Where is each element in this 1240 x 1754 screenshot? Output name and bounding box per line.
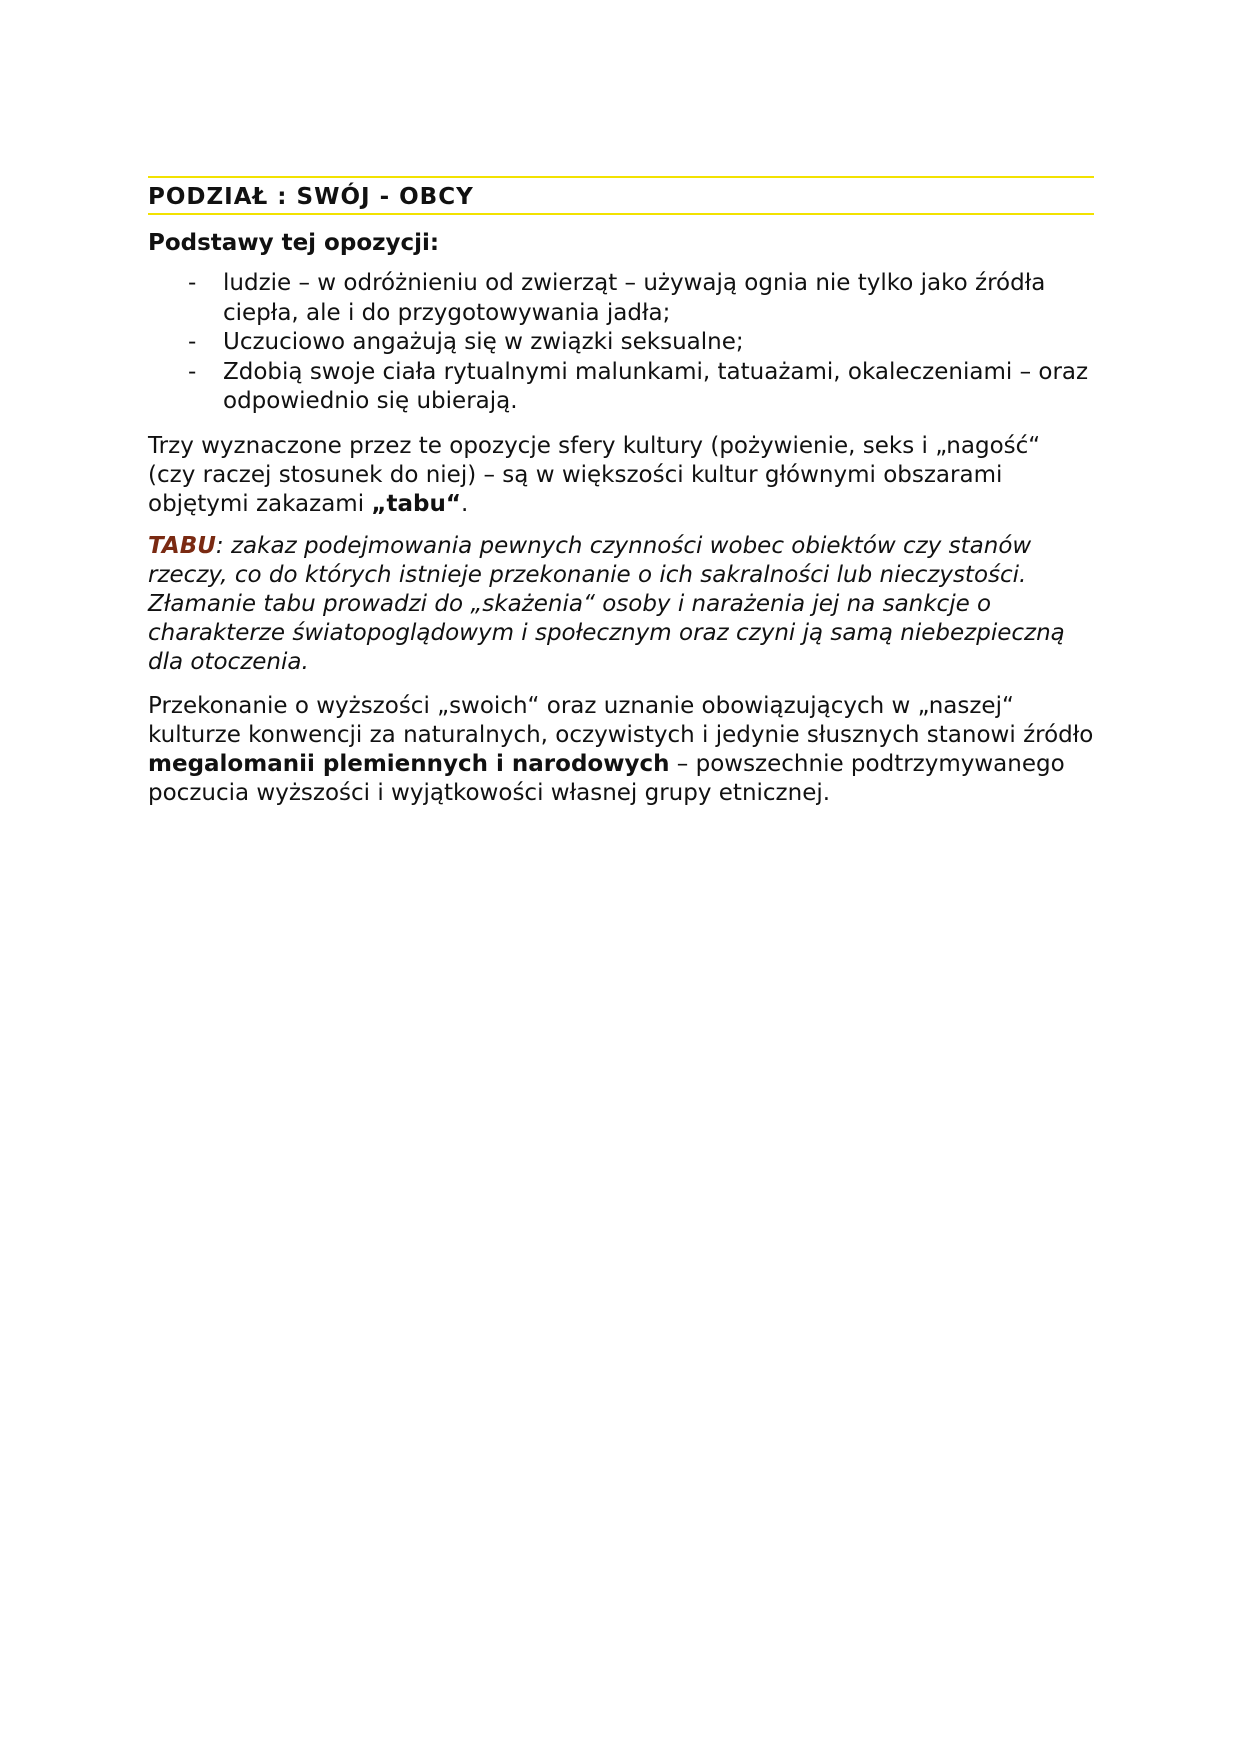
tabu-definition-text: : zakaz podejmowania pewnych czynności wobec obiektów czy stanów rzeczy, co do których istnieje przekonanie o ich sakralności lub nieczystości. Złamanie tabu prowadzi do „skażenia“ osoby i narażenia jej na sankcje o charakterze światopoglądowym i społecznym oraz czyni ją samą niebezpieczną dla otoczenia. [148, 532, 1065, 675]
list-item [148, 358, 1094, 417]
bullet-dash: - [188, 270, 197, 296]
list-item-text: ludzie – w odróżnieniu od zwierząt – używają ognia nie tylko jako źródła ciepła, ale i do przygotowywania jadła; [223, 270, 1046, 326]
megalomania-bold: megalomanii plemiennych i narodowych [148, 750, 670, 777]
paragraph-megalomania [148, 692, 1094, 808]
list-item [148, 269, 1094, 328]
bullet-list [148, 269, 1094, 417]
paragraph-spheres-end: . [461, 490, 469, 517]
tabu-bold: „tabu“ [371, 490, 461, 517]
paragraph-megalomania-before: Przekonanie o wyższości „swoich“ oraz uznanie obowiązujących w „naszej“ kulturze konwencji za naturalnych, oczywistych i jedynie słusznych stanowi źródło [148, 692, 1094, 748]
paragraph-spheres-text: Trzy wyznaczone przez te opozycje sfery kultury (pożywienie, seks i „nagość“ (czy raczej stosunek do niej) – są w większości kultur głównymi obszarami objętymi zakazami [148, 432, 1041, 517]
paragraph-megalomania-after: – powszechnie podtrzymywanego poczucia wyższości i wyjątkowości własnej grupy etnicznej. [148, 750, 1065, 806]
tabu-definition [148, 532, 1094, 677]
list-item-text: Zdobią swoje ciała rytualnymi malunkami, tatuażami, okaleczeniami – oraz odpowiednio się ubierają. [223, 358, 1089, 414]
document-page [148, 176, 1094, 808]
subheading: Podstawy tej opozycji: [148, 230, 440, 256]
bullet-dash: - [188, 329, 197, 355]
section-heading: PODZIAŁ : SWÓJ - OBCY [148, 176, 1094, 215]
list-item [148, 328, 1094, 358]
tabu-term: TABU [148, 532, 216, 559]
paragraph-spheres [148, 432, 1094, 519]
bullet-dash: - [188, 358, 197, 385]
list-item-text: Uczuciowo angażują się w związki seksualne; [223, 329, 744, 355]
